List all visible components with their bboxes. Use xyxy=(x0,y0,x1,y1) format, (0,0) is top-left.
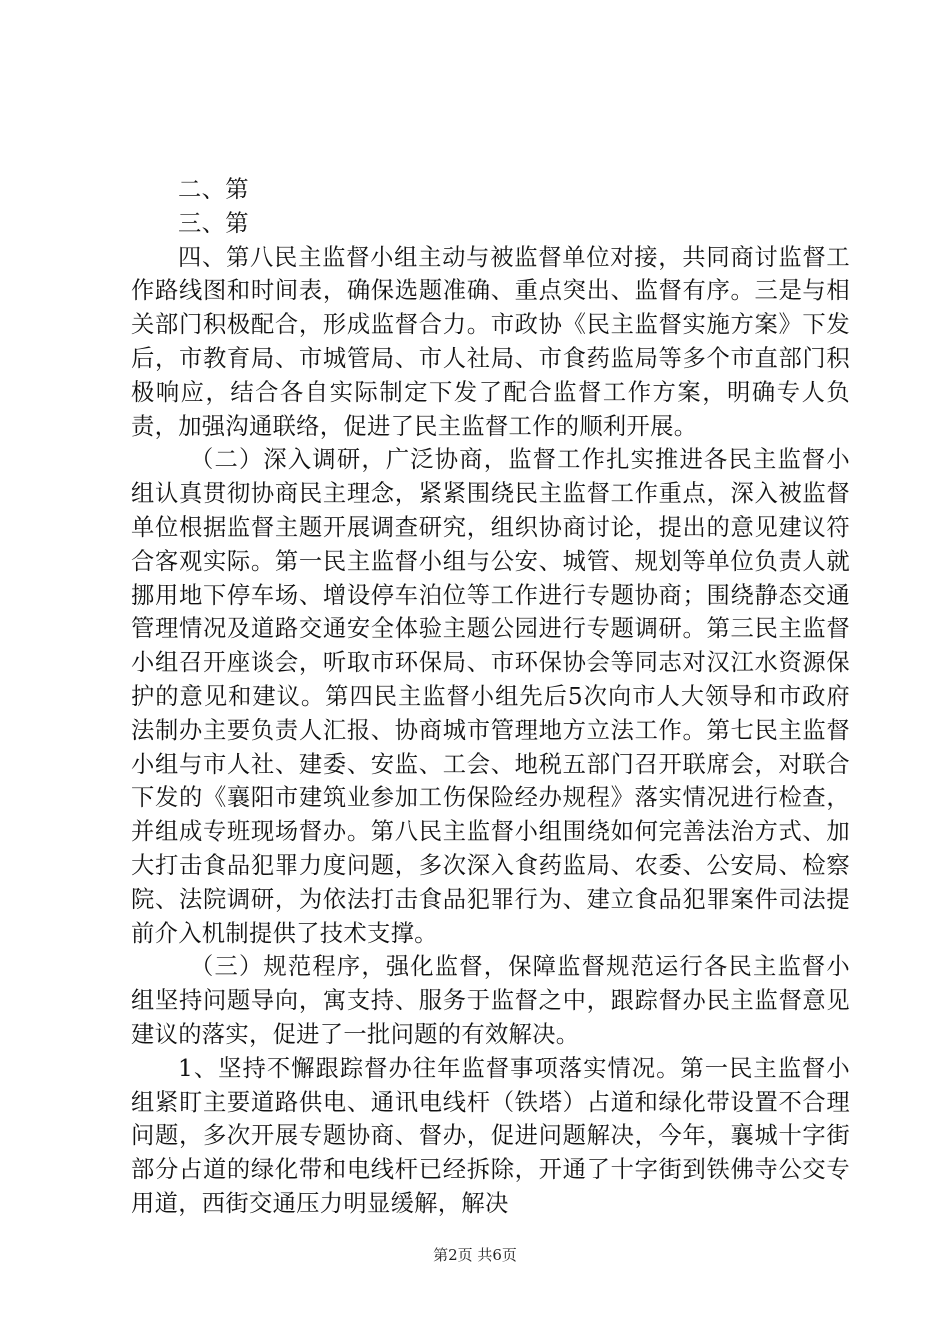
paragraph-subsection-3: （三）规范程序，强化监督，保障监督规范运行各民主监督小组坚持问题导向，寓支持、服务于监督之中，跟踪督办民主监督意见建议的落实，促进了一批问题的有效解决。 xyxy=(131,953,850,1048)
page-footer xyxy=(0,1245,950,1265)
paragraph-heading-3: 三、第 xyxy=(178,209,249,237)
paragraph-section-4: 四、第八民主监督小组主动与被监督单位对接，共同商讨监督工作路线图和时间表，确保选题准确、重点突出、监督有序。三是与相关部门积极配合，形成监督合力。市政协《民主监督实施方案》下发后，市教育局、市城管局、市人社局、市食药监局等多个市直部门积极响应，结合各自实际制定下发了配合监督工作方案，明确专人负责，加强沟通联络，促进了民主监督工作的顺利开展。 xyxy=(131,243,850,440)
paragraph-item-1: 1、坚持不懈跟踪督办往年监督事项落实情况。第一民主监督小组紧盯主要道路供电、通讯电线杆（铁塔）占道和绿化带设置不合理问题，多次开展专题协商、督办，促进问题解决，今年，襄城十字街部分占道的绿化带和电线杆已经拆除，开通了十字街到铁佛寺公交专用道，西街交通压力明显缓解，解决 xyxy=(131,1054,850,1217)
document-body xyxy=(131,173,850,1221)
paragraph-subsection-2: （二）深入调研，广泛协商，监督工作扎实推进各民主监督小组认真贯彻协商民主理念，紧紧围绕民主监督工作重点，深入被监督单位根据监督主题开展调查研究，组织协商讨论，提出的意见建议符合客观实际。第一民主监督小组与公安、城管、规划等单位负责人就挪用地下停车场、增设停车泊位等工作进行专题协商；围绕静态交通管理情况及道路交通安全体验主题公园进行专题调研。第三民主监督小组召开座谈会，听取市环保局、市环保协会等同志对汉江水资源保护的意见和建议。第四民主监督小组先后5次向市人大领导和市政府法制办主要负责人汇报、协商城市管理地方立法工作。第七民主监督小组与市人社、建委、安监、工会、地税五部门召开联席会，对联合下发的《襄阳市建筑业参加工伤保险经办规程》落实情况进行检查，并组成专班现场督办。第八民主监督小组围绕如何完善法治方式、加大打击食品犯罪力度问题，多次深入食药监局、农委、公安局、检察院、法院调研，为依法打击食品犯罪行为、建立食品犯罪案件司法提前介入机制提供了技术支撑。 xyxy=(131,446,850,947)
paragraph-heading-2: 二、第 xyxy=(178,176,249,203)
page-number-label: 第2页 共6页 xyxy=(433,1246,517,1264)
